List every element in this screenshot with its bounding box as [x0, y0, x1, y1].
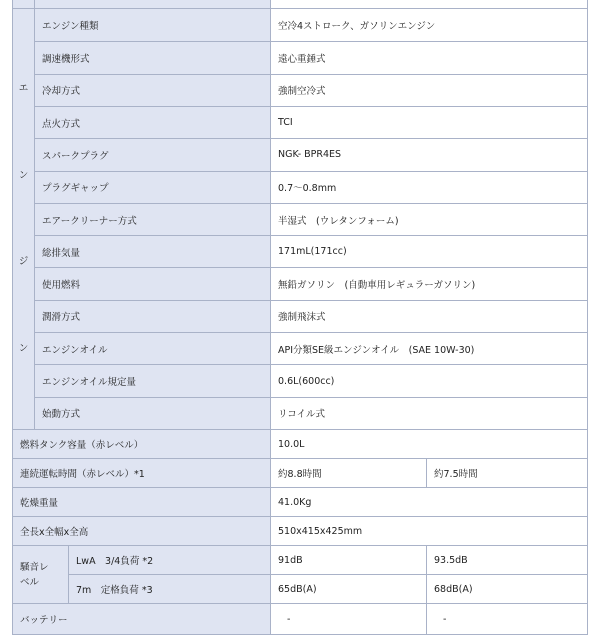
dry-weight-value: 41.0Kg [271, 488, 588, 517]
row-value: TCI [271, 107, 588, 139]
table-row [13, 268, 588, 300]
table-row [13, 42, 588, 74]
table-row [13, 488, 588, 517]
row-label: 冷却方式 [35, 74, 271, 106]
runtime-label: 連続運転時間（赤レベル）*1 [13, 459, 271, 488]
table-row [13, 236, 588, 268]
table-row [13, 139, 588, 171]
battery-value-2: - [427, 604, 588, 635]
row-label: エンジン種類 [35, 9, 271, 42]
runtime-value-1: 約8.8時間 [271, 459, 427, 488]
noise-value-2: 68dB(A) [427, 575, 588, 604]
noise-label: 騒音レベル [13, 546, 69, 604]
noise-sub-label: LwA 3/4負荷 *2 [69, 546, 271, 575]
noise-value-1: 91dB [271, 546, 427, 575]
row-value: 遠心重錘式 [271, 42, 588, 74]
table-row-top [13, 0, 588, 9]
row-label: エアークリーナー方式 [35, 203, 271, 235]
table-row [13, 107, 588, 139]
fuel-tank-value: 10.0L [271, 430, 588, 459]
row-value: API分類SE級エンジンオイル (SAE 10W-30) [271, 333, 588, 365]
table-row [13, 517, 588, 546]
row-value: 空冷4ストローク、ガソリンエンジン [271, 9, 588, 42]
noise-value-1: 65dB(A) [271, 575, 427, 604]
noise-sub-label: 7m 定格負荷 *3 [69, 575, 271, 604]
table-row [13, 604, 588, 635]
row-label: 点火方式 [35, 107, 271, 139]
row-label: 調速機形式 [35, 42, 271, 74]
engine-group-label: エ ン ジ ン [13, 9, 35, 430]
runtime-value-2: 約7.5時間 [427, 459, 588, 488]
row-value: 0.7～0.8mm [271, 171, 588, 203]
dry-weight-label: 乾燥重量 [13, 488, 271, 517]
table-row [13, 171, 588, 203]
battery-value-1: - [271, 604, 427, 635]
row-value: 0.6L(600cc) [271, 365, 588, 397]
row-label: 潤滑方式 [35, 300, 271, 332]
table-row [13, 430, 588, 459]
row-label: エンジンオイル規定量 [35, 365, 271, 397]
row-value: 無鉛ガソリン (自動車用レギュラーガソリン) [271, 268, 588, 300]
row-label: 使用燃料 [35, 268, 271, 300]
table-row [13, 365, 588, 397]
row-label: プラグギャップ [35, 171, 271, 203]
table-row [13, 300, 588, 332]
noise-value-2: 93.5dB [427, 546, 588, 575]
table-row [13, 203, 588, 235]
row-value: 強制空冷式 [271, 74, 588, 106]
battery-label: バッテリー [13, 604, 271, 635]
row-value: 171mL(171cc) [271, 236, 588, 268]
dimensions-value: 510x415x425mm [271, 517, 588, 546]
spec-table [12, 0, 588, 635]
table-row [13, 333, 588, 365]
table-row [13, 546, 588, 575]
dimensions-label: 全長x全幅x全高 [13, 517, 271, 546]
row-label: エンジンオイル [35, 333, 271, 365]
row-label: スパークプラグ [35, 139, 271, 171]
table-row [13, 74, 588, 106]
table-row [13, 9, 588, 42]
row-label: 始動方式 [35, 397, 271, 429]
table-row [13, 397, 588, 429]
fuel-tank-label: 燃料タンク容量（赤レベル） [13, 430, 271, 459]
table-row [13, 459, 588, 488]
row-value: 半湿式 (ウレタンフォーム) [271, 203, 588, 235]
row-label: 総排気量 [35, 236, 271, 268]
table-row [13, 575, 588, 604]
row-value: リコイル式 [271, 397, 588, 429]
row-value: NGK- BPR4ES [271, 139, 588, 171]
row-value: 強制飛沫式 [271, 300, 588, 332]
